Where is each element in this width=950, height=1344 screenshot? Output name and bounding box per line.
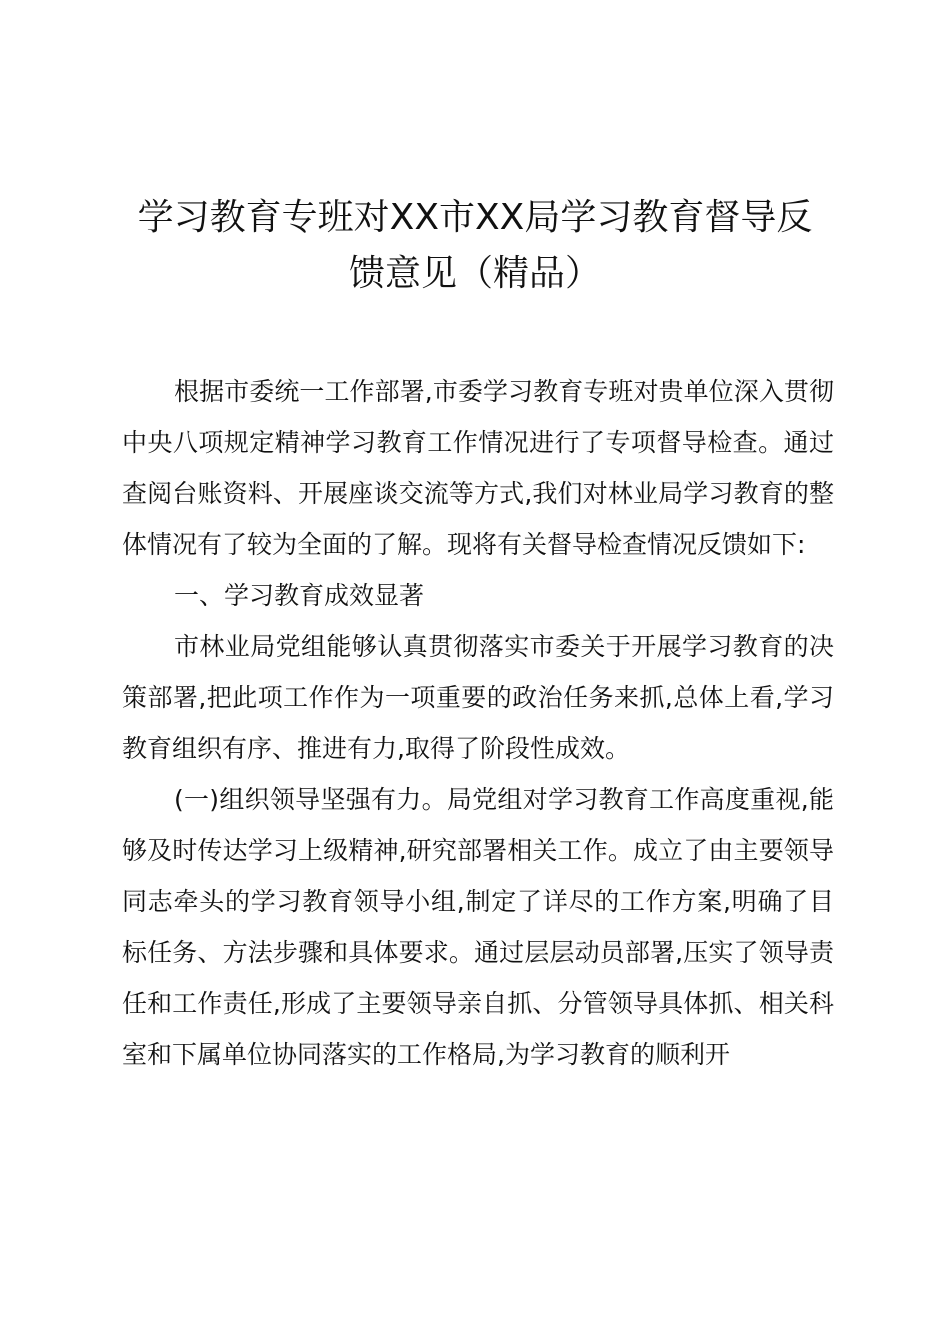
section-heading-1: 一、学习教育成效显著 xyxy=(174,581,425,610)
paragraph-intro: 根据市委统一工作部署,市委学习教育专班对贵单位深入贯彻中央八项规定精神学习教育工作情况进行了专项督导检查。通过查阅台账资料、开展座谈交流等方式,我们对林业局学习教育的整体情况有了较为全面的了解。现将有关督导检查情况反馈如下: xyxy=(122,377,834,559)
document-title xyxy=(118,190,832,302)
document-body xyxy=(122,366,834,1080)
title-line-2: 馈意见（精品） xyxy=(348,253,601,294)
title-line-1: 学习教育专班对XX市XX局学习教育督导反 xyxy=(137,197,813,238)
paragraph-organization: (一)组织领导坚强有力。局党组对学习教育工作高度重视,能够及时传达学习上级精神,研究部署相关工作。成立了由主要领导同志牵头的学习教育领导小组,制定了详尽的工作方案,明确了目标任务、方法步骤和具体要求。通过层层动员部署,压实了领导责任和工作责任,形成了主要领导亲自抓、分管领导具体抓、相关科室和下属单位协同落实的工作格局,为学习教育的顺利开 xyxy=(122,785,834,1069)
paragraph-summary: 市林业局党组能够认真贯彻落实市委关于开展学习教育的决策部署,把此项工作作为一项重要的政治任务来抓,总体上看,学习教育组织有序、推进有力,取得了阶段性成效。 xyxy=(122,632,834,763)
